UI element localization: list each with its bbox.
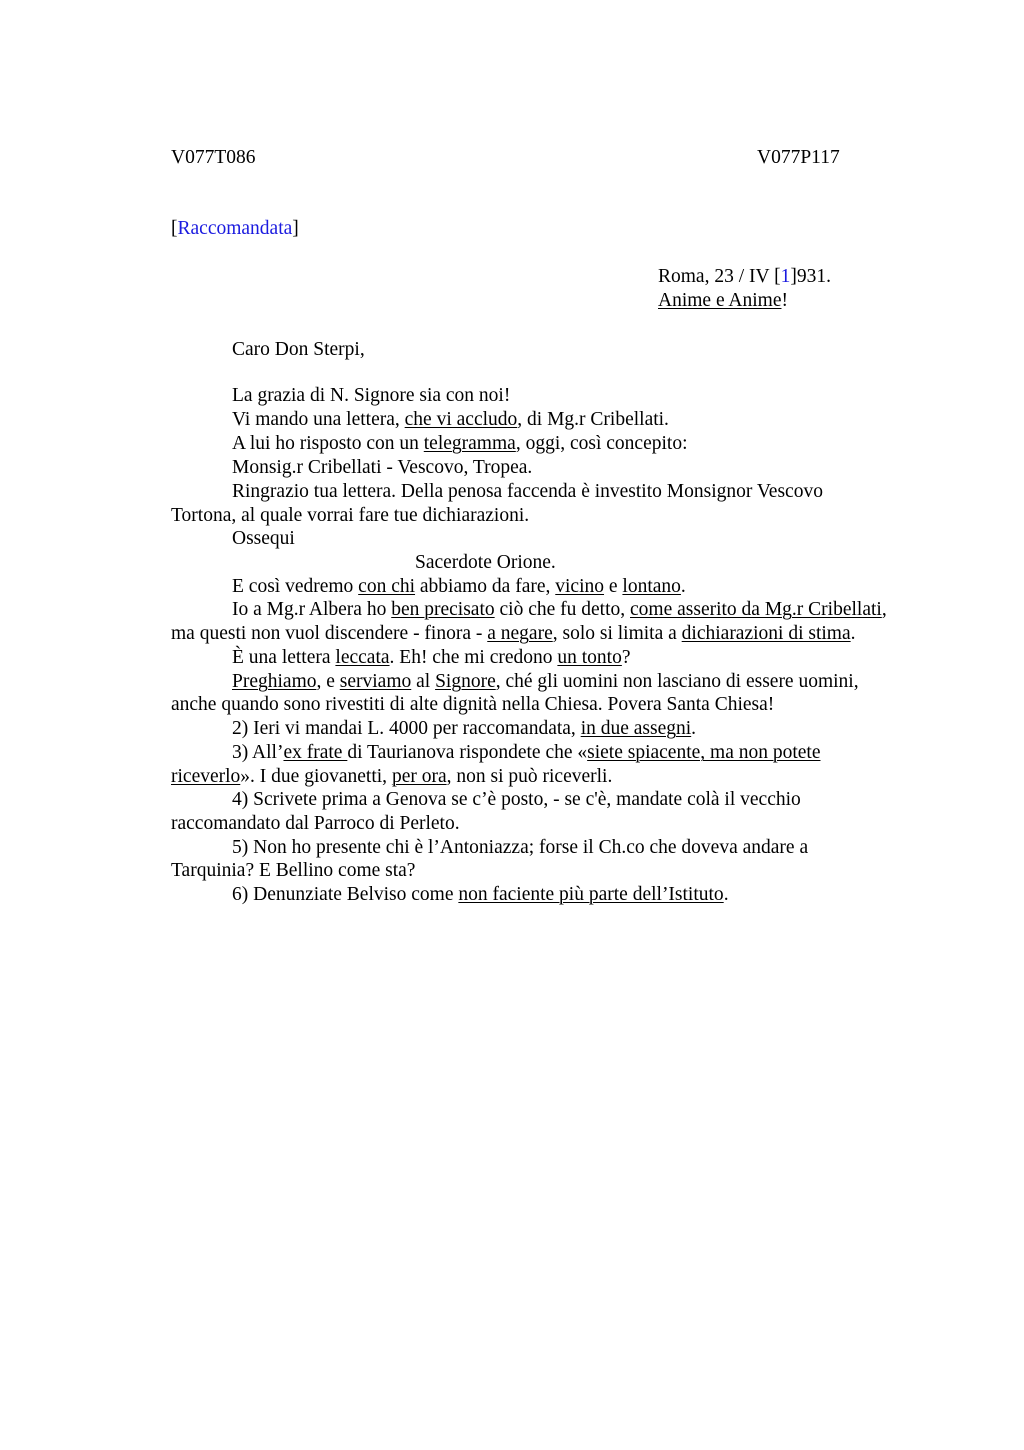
archive-code-left: V077T086 <box>171 147 256 168</box>
body-line: raccomandato dal Parroco di Perleto. <box>171 813 460 834</box>
body-line: 3) All’ex frate di Taurianova rispondete che «siete spiacente, ma non potete <box>232 742 821 763</box>
body-line: Preghiamo, e serviamo al Signore, ché gli uomini non lasciano di essere uomini, <box>232 671 859 692</box>
archive-code-right: V077P117 <box>757 147 840 168</box>
body-line: anche quando sono rivestiti di alte dignità nella Chiesa. Povera Santa Chiesa! <box>171 694 775 715</box>
body-line: Ossequi <box>232 528 295 549</box>
body-line: Tortona, al quale vorrai fare tue dichiarazioni. <box>171 505 530 526</box>
date-editorial-digit: 1 <box>780 266 791 287</box>
editorial-annotation <box>171 218 299 240</box>
body-line: 5) Non ho presente chi è l’Antoniazza; forse il Ch.co che doveva andare a <box>232 837 809 858</box>
annotation-word: Raccomandata <box>177 218 293 239</box>
signature: Sacerdote Orione. <box>415 552 556 573</box>
body-line: 2) Ieri vi mandai L. 4000 per raccomandata, in due assegni. <box>232 718 697 739</box>
body-line: Tarquinia? E Bellino come sta? <box>171 860 416 881</box>
body-line: Vi mando una lettera, che vi accludo, di Mg.r Cribellati. <box>232 409 669 430</box>
annotation-close-bracket: ] <box>292 218 299 239</box>
body-line: riceverlo». I due giovanetti, per ora, non si può riceverli. <box>171 766 613 787</box>
body-line: Monsig.r Cribellati - Vescovo, Tropea. <box>232 457 533 478</box>
annotation-open-bracket: [ <box>171 218 178 239</box>
body-line: È una lettera leccata. Eh! che mi credono un tonto? <box>232 647 631 668</box>
body-line: E così vedremo con chi abbiamo da fare, vicino e lontano. <box>232 576 686 597</box>
body-line: 4) Scrivete prima a Genova se c’è posto, - se c'è, mandate colà il vecchio <box>232 789 801 810</box>
body-line: Ringrazio tua lettera. Della penosa faccenda è investito Monsignor Vescovo <box>232 481 823 502</box>
body-line: 6) Denunziate Belviso come non faciente più parte dell’Istituto. <box>232 884 729 905</box>
dateline: Roma, 23 / IV [1]931. <box>658 266 831 287</box>
body-line: La grazia di N. Signore sia con noi! <box>232 385 511 406</box>
motto: Anime e Anime! <box>658 290 788 311</box>
body-line: ma questi non vuol discendere - finora - a negare, solo si limita a dichiarazioni di stima. <box>171 623 856 644</box>
body-line: A lui ho risposto con un telegramma, oggi, così concepito: <box>232 433 688 454</box>
salutation: Caro Don Sterpi, <box>232 339 365 360</box>
body-line: Io a Mg.r Albera ho ben precisato ciò che fu detto, come asserito da Mg.r Cribellati, <box>232 599 887 620</box>
